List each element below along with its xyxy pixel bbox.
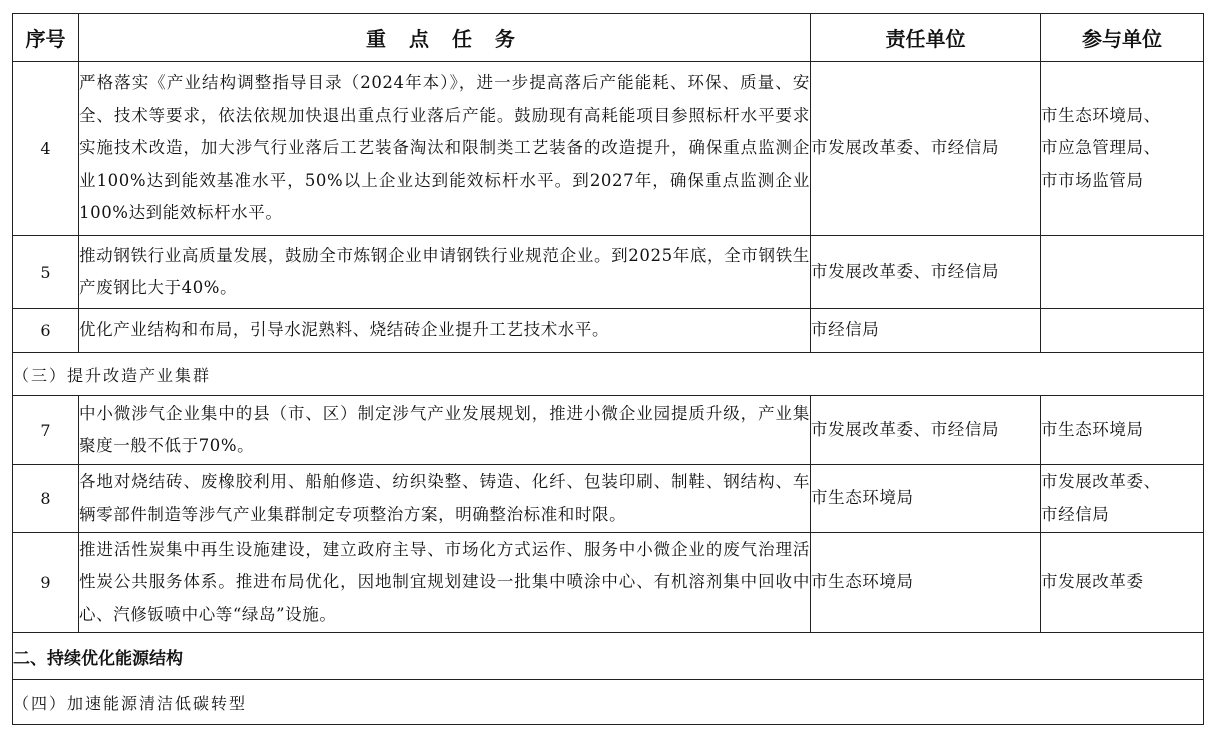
- row-task: 优化产业结构和布局，引导水泥熟料、烧结砖企业提升工艺技术水平。: [79, 309, 811, 353]
- header-task: 重 点 任 务: [79, 14, 811, 62]
- table-row: [13, 465, 1204, 533]
- participating-unit: 市生态环境局、: [1041, 105, 1161, 125]
- row-participating: [1041, 533, 1204, 633]
- row-task: 中小微涉气企业集中的县（市、区）制定涉气产业发展规划，推进小微企业园提质升级，产业集聚度一般不低于70%。: [79, 396, 811, 465]
- row-responsible: 市发展改革委、市经信局: [811, 62, 1041, 236]
- header-index: 序号: [13, 14, 79, 62]
- row-index: 7: [13, 396, 79, 465]
- row-responsible: 市发展改革委、市经信局: [811, 396, 1041, 465]
- section-title-4: （四）加速能源清洁低碳转型: [13, 680, 1204, 725]
- table-row: [13, 309, 1204, 353]
- row-participating: [1041, 465, 1204, 533]
- row-responsible: 市生态环境局: [811, 533, 1041, 633]
- participating-unit: 市应急管理局、: [1041, 138, 1161, 158]
- row-index: 6: [13, 309, 79, 353]
- task-table: [12, 13, 1204, 725]
- row-participating: [1041, 62, 1204, 236]
- row-responsible: 市发展改革委、市经信局: [811, 236, 1041, 309]
- participating-unit: 市发展改革委、: [1041, 472, 1161, 491]
- section-row: [13, 680, 1204, 725]
- participating-unit: 市经信局: [1041, 504, 1110, 524]
- header-row: [13, 14, 1204, 62]
- section-title-3: （三）提升改造产业集群: [13, 353, 1204, 396]
- participating-unit: 市市场监管局: [1041, 170, 1144, 190]
- participating-unit: 市生态环境局: [1041, 419, 1144, 439]
- table-row: [13, 62, 1204, 236]
- table-row: [13, 236, 1204, 309]
- row-participating: [1041, 236, 1204, 309]
- row-participating: [1041, 309, 1204, 353]
- header-participating: 参与单位: [1041, 14, 1204, 62]
- row-responsible: 市经信局: [811, 309, 1041, 353]
- row-responsible: 市生态环境局: [811, 465, 1041, 533]
- major-section-row: [13, 633, 1204, 680]
- row-index: 9: [13, 533, 79, 633]
- row-index: 5: [13, 236, 79, 309]
- header-responsible: 责任单位: [811, 14, 1041, 62]
- row-task: 各地对烧结砖、废橡胶利用、船舶修造、纺织染整、铸造、化纤、包装印刷、制鞋、钢结构、车辆零部件制造等涉气产业集群制定专项整治方案，明确整治标准和时限。: [79, 465, 811, 533]
- row-participating: [1041, 396, 1204, 465]
- table-row: [13, 396, 1204, 465]
- row-task: 推进活性炭集中再生设施建设，建立政府主导、市场化方式运作、服务中小微企业的废气治理活性炭公共服务体系。推进布局优化，因地制宜规划建设一批集中喷涂中心、有机溶剂集中回收中心、汽修钣喷中心等“绿岛”设施。: [79, 533, 811, 633]
- table-row: [13, 533, 1204, 633]
- major-section-title: 二、持续优化能源结构: [13, 633, 1204, 680]
- participating-unit: 市发展改革委: [1041, 572, 1144, 592]
- section-row: [13, 353, 1204, 396]
- row-index: 8: [13, 465, 79, 533]
- row-task: 推动钢铁行业高质量发展，鼓励全市炼钢企业申请钢铁行业规范企业。到2025年底，全市钢铁生产废钢比大于40%。: [79, 236, 811, 309]
- row-index: 4: [13, 62, 79, 236]
- row-task: 严格落实《产业结构调整指导目录（2024年本）》，进一步提高落后产能能耗、环保、质量、安全、技术等要求，依法依规加快退出重点行业落后产能。鼓励现有高耗能项目参照标杆水平要求实施技术改造，加大涉气行业落后工艺装备淘汰和限制类工艺装备的改造提升，确保重点监测企业100%达到能效基准水平，50%以上企业达到能效标杆水平。到2027年，确保重点监测企业100%达到能效标杆水平。: [79, 62, 811, 236]
